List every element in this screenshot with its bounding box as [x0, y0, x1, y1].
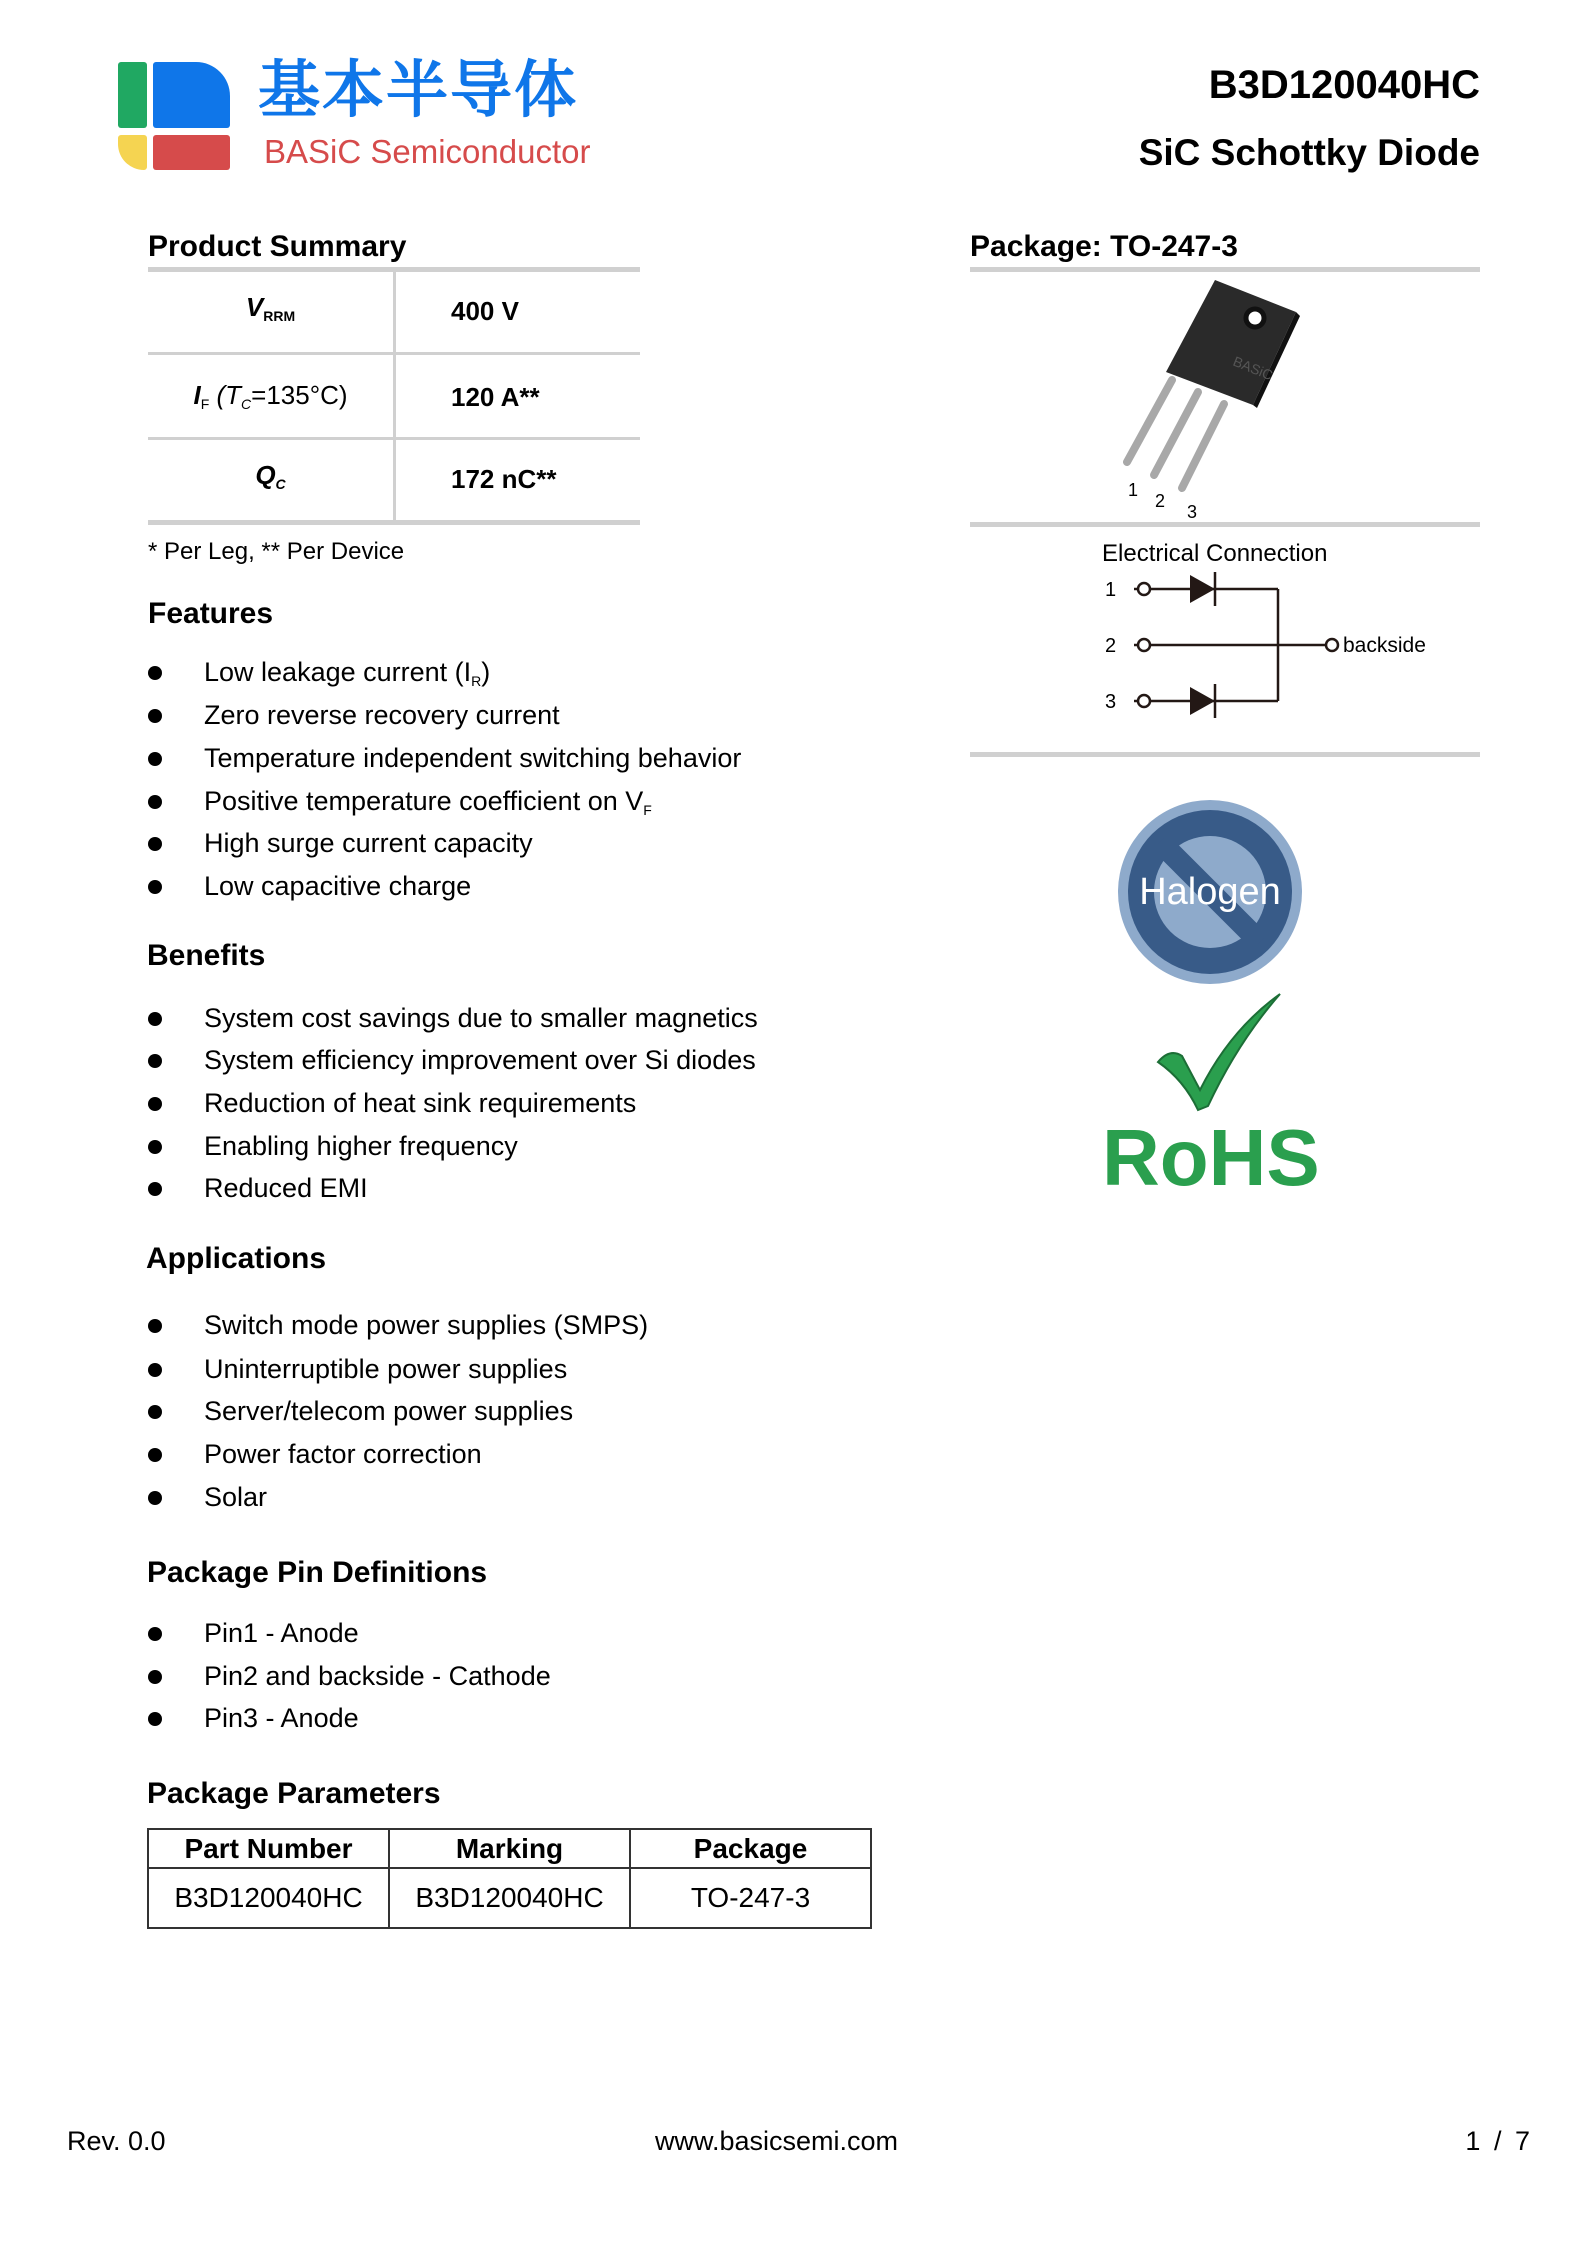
footer-website[interactable]: www.basicsemi.com	[655, 2126, 899, 2156]
product-type-title: SiC Schottky Diode	[1138, 132, 1480, 173]
logo-chinese-name: 基本半导体	[258, 56, 579, 125]
summary-param-vrrm	[148, 292, 393, 322]
product-summary-heading: Product Summary	[148, 230, 407, 263]
applications-heading: Applications	[146, 1242, 327, 1275]
footer-revision: Rev. 0.0	[67, 2126, 166, 2156]
mounting-hole	[1246, 309, 1264, 327]
to247-package-image	[1100, 280, 1360, 520]
conn-pin-2: 2	[1105, 635, 1117, 657]
feature-text: Low capacitive charge	[204, 871, 472, 901]
electrical-connection-diagram	[970, 562, 1480, 742]
rohs-label: RoHS	[1102, 1113, 1320, 1202]
application-text: Server/telecom power supplies	[204, 1396, 574, 1426]
feature-text: Zero reverse recovery current	[204, 700, 560, 730]
pin-definitions-heading: Package Pin Definitions	[147, 1556, 488, 1589]
application-text: Solar	[204, 1482, 268, 1512]
halogen-label: Halogen	[1139, 871, 1281, 913]
header-package: Package	[630, 1829, 871, 1868]
features-heading: Features	[148, 597, 274, 630]
param-subscript: C	[275, 476, 286, 492]
diode-1-icon	[1190, 575, 1215, 603]
feature-text-end: )	[481, 657, 491, 687]
feature-text: Temperature independent switching behavior	[204, 743, 742, 773]
feature-text: Positive temperature coefficient on V	[204, 786, 644, 816]
feature-text: Low leakage current (I	[204, 657, 472, 687]
conn-pin-1: 1	[1105, 579, 1117, 601]
cell-marking: B3D120040HC	[389, 1868, 630, 1928]
cell-part-number: B3D120040HC	[148, 1868, 389, 1928]
benefit-text: Reduced EMI	[204, 1173, 368, 1203]
page-separator: /	[1493, 2126, 1502, 2156]
bullet-icon	[148, 709, 162, 723]
param-subscript: RRM	[263, 308, 296, 324]
application-text: Power factor correction	[204, 1439, 482, 1469]
param-subscript: F	[200, 396, 210, 412]
summary-footnote: * Per Leg, ** Per Device	[148, 538, 405, 565]
summary-value-vrrm: 400 V	[451, 296, 519, 326]
backside-label: backside	[1343, 634, 1426, 657]
bullet-icon	[148, 1319, 162, 1333]
cell-package: TO-247-3	[630, 1868, 871, 1928]
param-symbol: V	[245, 292, 264, 322]
feature-subscript: F	[643, 802, 652, 818]
benefits-heading: Benefits	[147, 939, 266, 972]
bullet-icon	[148, 1627, 162, 1641]
package-marking: BASiC	[1230, 352, 1276, 384]
application-text: Switch mode power supplies (SMPS)	[204, 1310, 649, 1340]
pin-label-1: 1	[1128, 480, 1139, 500]
bullet-icon	[148, 1712, 162, 1726]
benefit-text: System efficiency improvement over Si diodes	[204, 1045, 756, 1075]
bullet-icon	[148, 1182, 162, 1196]
pin-definition-text: Pin3 - Anode	[204, 1703, 359, 1733]
benefit-text: Enabling higher frequency	[204, 1131, 518, 1161]
application-text: Uninterruptible power supplies	[204, 1354, 568, 1384]
param-symbol: I	[193, 380, 201, 410]
halogen-free-badge	[1115, 797, 1305, 987]
bullet-icon	[148, 795, 162, 809]
bullet-icon	[148, 752, 162, 766]
bullet-icon	[148, 1097, 162, 1111]
param-symbol: Q	[255, 460, 276, 490]
logo-english-name: BASiC Semiconductor	[264, 133, 591, 170]
package-parameters-table	[147, 1828, 872, 1929]
bullet-icon	[148, 1405, 162, 1419]
summary-param-qc	[148, 460, 393, 490]
package-body	[1166, 280, 1296, 405]
conn-pin-3: 3	[1105, 691, 1117, 713]
bullet-icon	[148, 880, 162, 894]
package-parameters-heading: Package Parameters	[147, 1777, 441, 1810]
header-part-number: Part Number	[148, 1829, 389, 1868]
part-number-title: B3D120040HC	[1208, 63, 1480, 107]
total-pages: 7	[1514, 2126, 1530, 2156]
feature-subscript: R	[471, 673, 482, 689]
package-heading: Package: TO-247-3	[970, 230, 1238, 263]
pin-definition-text: Pin1 - Anode	[204, 1618, 359, 1648]
header-marking: Marking	[389, 1829, 630, 1868]
summary-value-if: 120 A**	[451, 382, 540, 412]
bullet-icon	[148, 1448, 162, 1462]
table-header-row	[148, 1829, 871, 1868]
bullet-icon	[148, 666, 162, 680]
logo-mark	[118, 62, 230, 170]
bullet-icon	[148, 837, 162, 851]
param-condition-value: =135°C)	[251, 380, 348, 410]
bullet-icon	[148, 1140, 162, 1154]
summary-param-if	[148, 380, 393, 410]
package-leads	[1127, 380, 1224, 488]
benefit-text: Reduction of heat sink requirements	[204, 1088, 637, 1118]
param-condition-subscript: C	[241, 396, 252, 412]
pin-label-2: 2	[1155, 491, 1166, 511]
pin-label-3: 3	[1187, 502, 1198, 520]
diode-3-icon	[1190, 687, 1215, 715]
summary-value-qc: 172 nC**	[451, 464, 557, 494]
param-condition: (T	[209, 380, 242, 410]
pin-definition-text: Pin2 and backside - Cathode	[204, 1661, 551, 1691]
rohs-check-icon	[1150, 990, 1290, 1115]
table-row	[148, 1868, 871, 1928]
feature-text: High surge current capacity	[204, 828, 533, 858]
electrical-connection-title: Electrical Connection	[1102, 540, 1328, 567]
benefit-text: System cost savings due to smaller magnetics	[204, 1003, 758, 1033]
bullet-icon	[148, 1012, 162, 1026]
bullet-icon	[148, 1054, 162, 1068]
footer-page-number	[1465, 2125, 1530, 2157]
current-page: 1	[1465, 2126, 1481, 2156]
bullet-icon	[148, 1363, 162, 1377]
bullet-icon	[148, 1491, 162, 1505]
bullet-icon	[148, 1670, 162, 1684]
